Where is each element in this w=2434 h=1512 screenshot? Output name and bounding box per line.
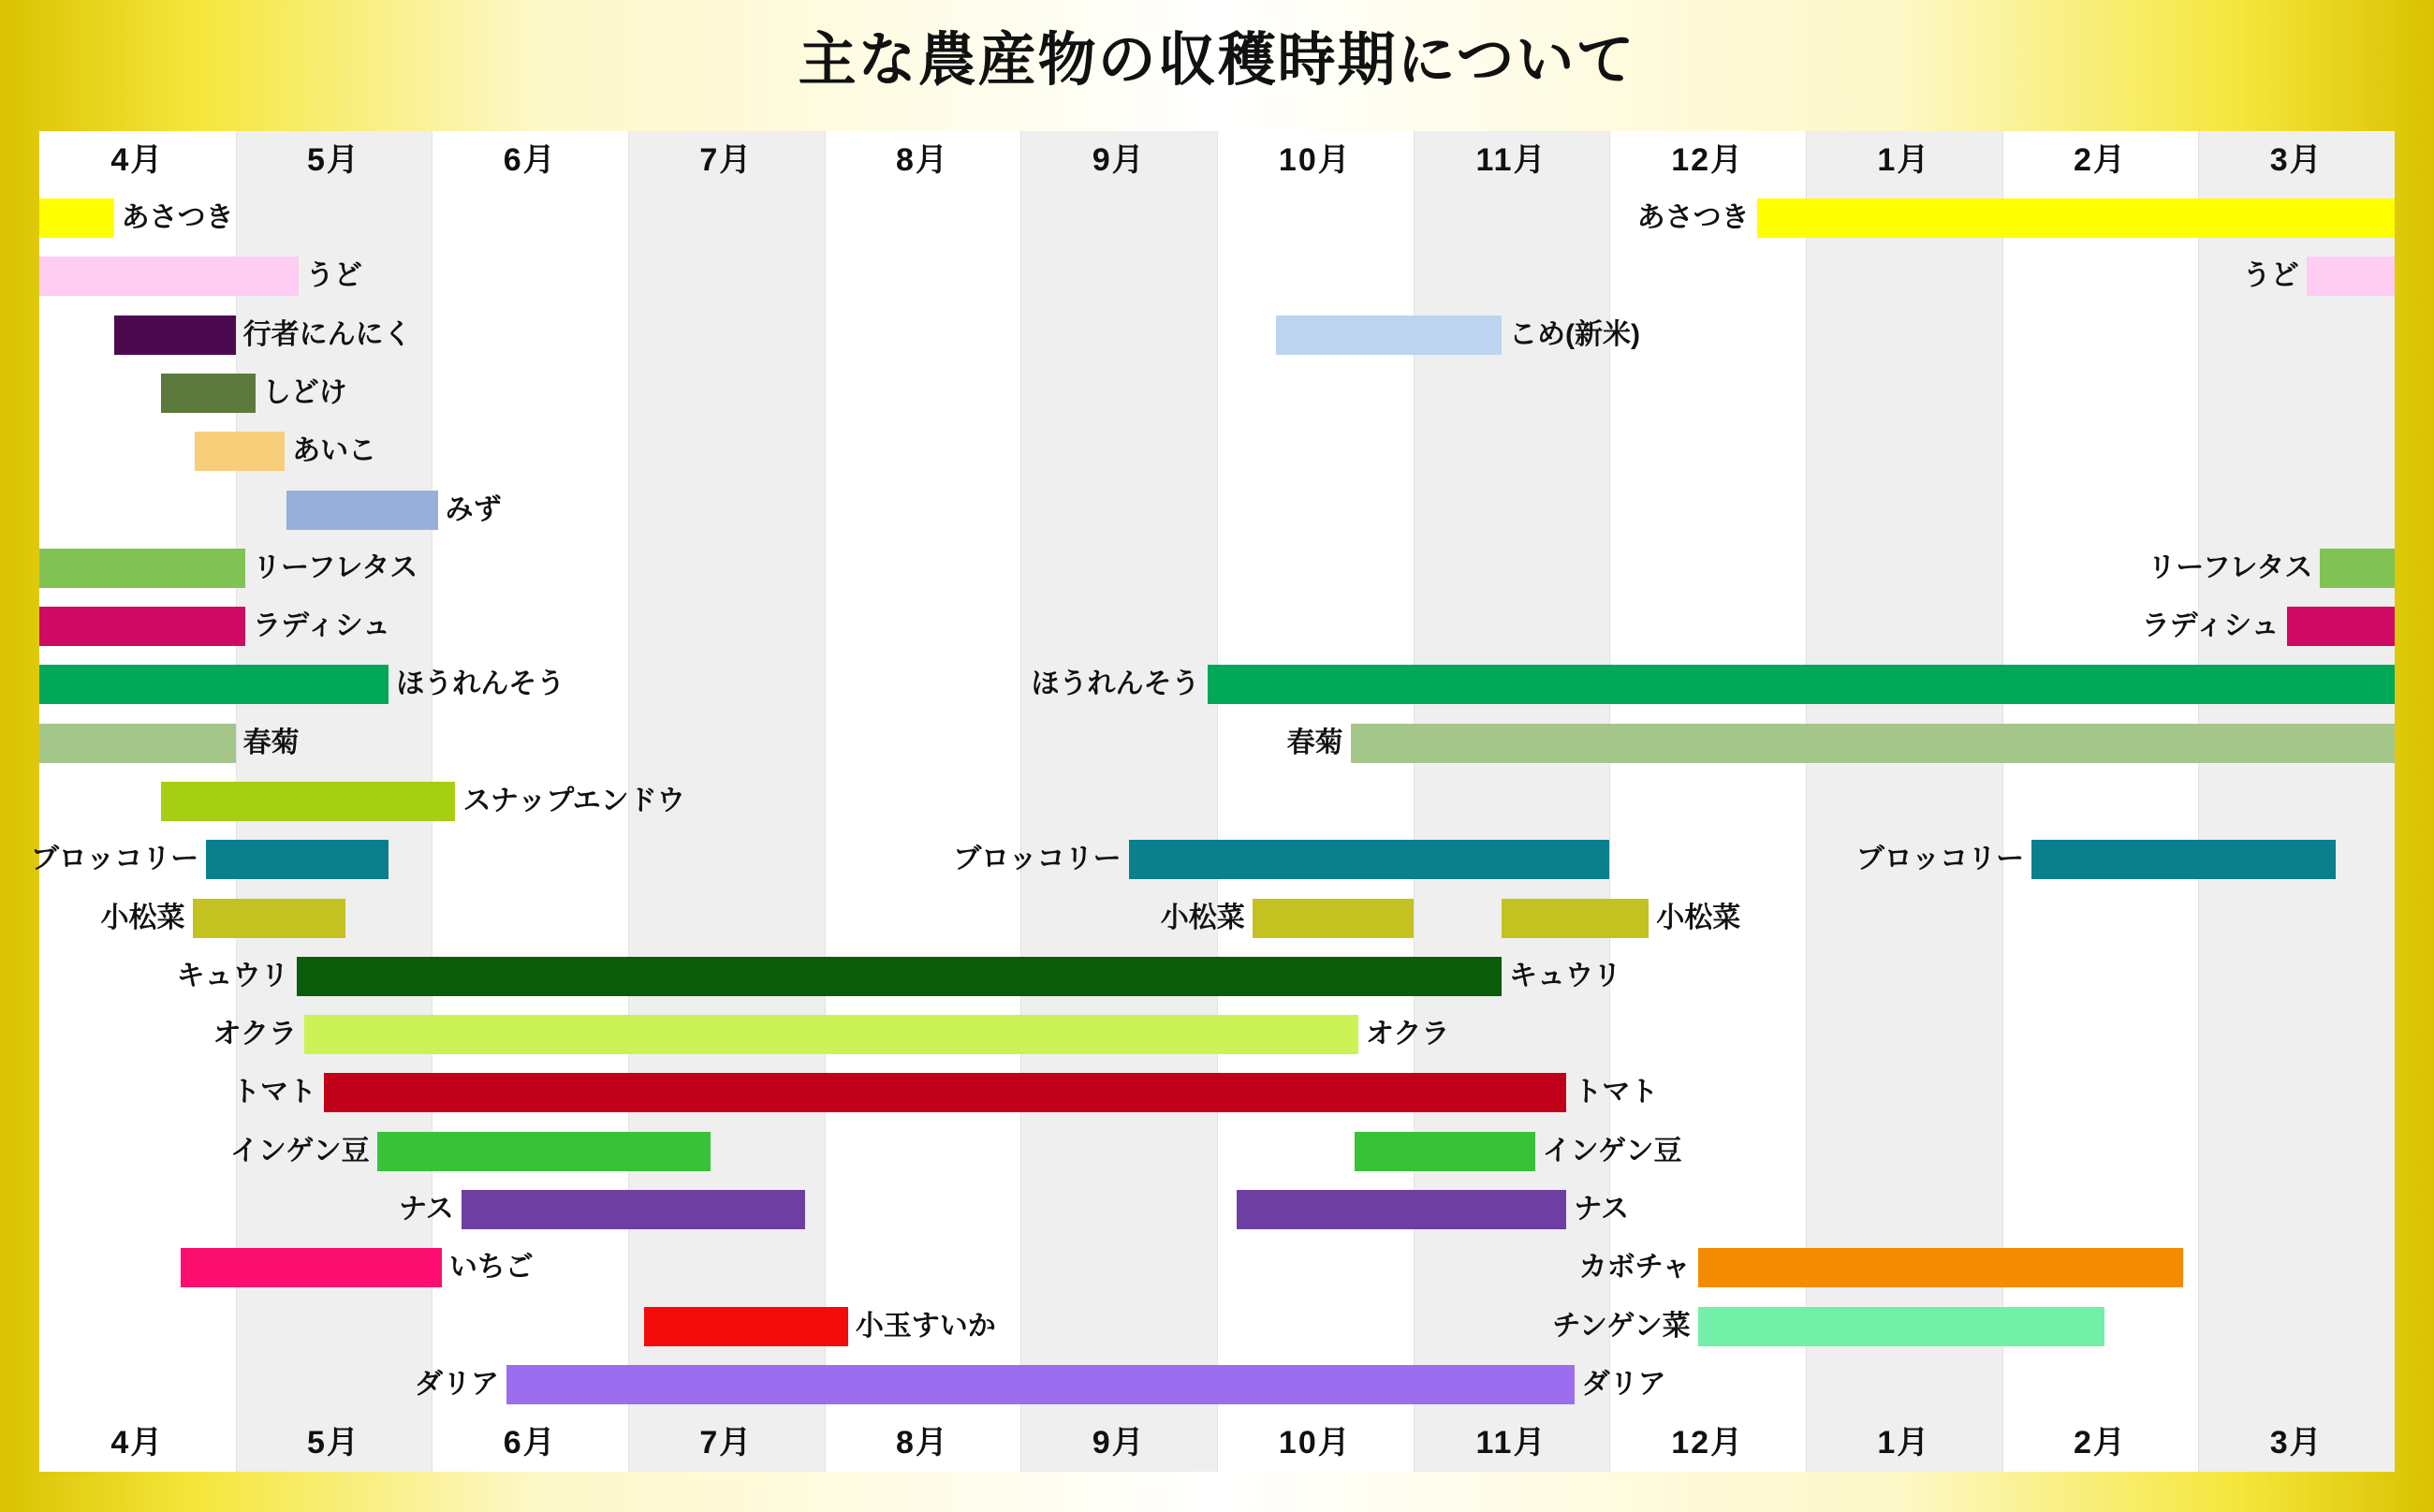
chart-row (39, 655, 2395, 713)
bar-label-小松菜: 小松菜 (1656, 902, 1741, 933)
bar-label-トマト: トマト (1574, 1077, 1659, 1108)
month-label-2: 5月 (307, 1425, 360, 1461)
bar-label-しどけ: しどけ (262, 376, 347, 408)
bar-label-春菊: 春菊 (242, 727, 300, 758)
bar-label-キュウリ: キュウリ (176, 960, 289, 991)
harvest-gantt-chart (30, 131, 2395, 1472)
chart-row (39, 539, 2395, 597)
bar-ブロッコリー (1129, 840, 1610, 879)
month-label-10: 1月 (1877, 1425, 1931, 1461)
bar-カボチャ (1698, 1248, 2183, 1287)
chart-row (39, 364, 2395, 422)
chart-row (39, 1064, 2395, 1122)
month-label-1: 4月 (110, 142, 165, 178)
bar-label-ブロッコリー: ブロッコリー (953, 844, 1122, 875)
bar-label-リーフレタス: リーフレタス (2148, 551, 2313, 583)
month-label-12: 3月 (2269, 142, 2324, 178)
bar-label-ブロッコリー: ブロッコリー (30, 844, 199, 875)
bar-label-春菊: 春菊 (1286, 727, 1343, 758)
chart-row (39, 1006, 2395, 1064)
month-label-9: 12月 (1671, 1425, 1745, 1461)
bar-label-ラディシュ: ラディシュ (2141, 610, 2280, 642)
chart-row (39, 247, 2395, 305)
month-label-10: 1月 (1877, 142, 1931, 178)
bar-いちご (181, 1248, 442, 1287)
bar-label-ほうれんそう: ほうれんそう (1031, 668, 1200, 700)
bar-label-カボチャ: カボチャ (1578, 1252, 1691, 1284)
chart-row (30, 830, 2395, 888)
bar-あさつき (39, 198, 114, 238)
bar-label-小松菜: 小松菜 (100, 902, 185, 933)
bar-label-あさつき: あさつき (121, 202, 234, 234)
bar-あいこ (195, 432, 285, 471)
month-label-4: 7月 (699, 1425, 754, 1461)
chart-row (39, 947, 2395, 1006)
page-title: 主な農産物の収穫時期について (798, 28, 1636, 93)
chart-row (39, 306, 2395, 364)
bar-インゲン豆 (1355, 1132, 1535, 1171)
bar-小松菜 (1253, 899, 1414, 938)
month-label-12: 3月 (2269, 1425, 2324, 1461)
chart-row (39, 888, 2395, 947)
bar-label-インゲン豆: インゲン豆 (229, 1135, 370, 1167)
crop-rows (30, 189, 2395, 1414)
bar-label-トマト: トマト (232, 1077, 317, 1108)
bar-トマト (324, 1073, 1566, 1112)
bar-ラディシュ (39, 607, 245, 646)
bar-label-ダリア: ダリア (415, 1368, 500, 1400)
month-label-4: 7月 (699, 142, 754, 178)
chart-row (39, 1356, 2395, 1414)
chart-row (39, 422, 2395, 480)
bar-label-ダリア: ダリア (1581, 1368, 1666, 1400)
chart-row (39, 480, 2395, 538)
bar-label-チンゲン菜: チンゲン菜 (1552, 1310, 1691, 1342)
month-label-2: 5月 (307, 142, 360, 178)
bar-label-小松菜: 小松菜 (1160, 902, 1245, 933)
bar-リーフレタス (2320, 549, 2395, 588)
chart-row (39, 1123, 2395, 1181)
bar-label-こめ(新米): こめ(新米) (1509, 318, 1640, 350)
bar-label-みず: みず (445, 493, 502, 525)
bar-label-キュウリ: キュウリ (1509, 960, 1622, 991)
bar-うど (39, 257, 299, 296)
bar-label-インゲン豆: インゲン豆 (1542, 1135, 1682, 1167)
bar-インゲン豆 (377, 1132, 711, 1171)
bar-行者にんにく (114, 316, 236, 355)
chart-row (39, 189, 2395, 247)
bar-みず (286, 491, 437, 530)
month-label-7: 10月 (1278, 142, 1352, 178)
bar-スナップエンドウ (161, 782, 456, 821)
bar-春菊 (1351, 724, 2395, 763)
bar-label-ナス: ナス (1574, 1193, 1630, 1225)
bar-しどけ (161, 374, 256, 413)
bar-label-うど: うど (305, 260, 362, 292)
bar-小松菜 (193, 899, 346, 938)
bar-label-オクラ: オクラ (1365, 1019, 1450, 1050)
bar-うど (2307, 257, 2395, 296)
bar-ダリア (506, 1365, 1575, 1404)
month-label-5: 8月 (896, 142, 949, 178)
month-label-6: 9月 (1092, 142, 1146, 178)
bar-label-スナップエンドウ: スナップエンドウ (462, 785, 685, 816)
month-label-7: 10月 (1278, 1425, 1352, 1461)
chart-row (39, 1181, 2395, 1239)
bar-あさつき (1757, 198, 2395, 238)
bar-label-あいこ: あいこ (292, 435, 377, 467)
month-label-3: 6月 (503, 142, 557, 178)
bar-label-行者にんにく: 行者にんにく (242, 318, 412, 350)
month-label-11: 2月 (2074, 1425, 2127, 1461)
chart-row (39, 714, 2395, 772)
bar-小玉すいか (644, 1307, 848, 1346)
bar-小松菜 (1502, 899, 1649, 938)
bar-キュウリ (297, 957, 1502, 996)
chart-row (39, 1239, 2395, 1297)
chart-row (39, 1297, 2395, 1355)
month-label-9: 12月 (1671, 142, 1745, 178)
bar-label-リーフレタス: リーフレタス (253, 551, 418, 583)
month-label-1: 4月 (110, 1425, 165, 1461)
bar-ブロッコリー (2031, 840, 2336, 879)
bar-label-うど: うど (2242, 260, 2299, 292)
chart-row (39, 772, 2395, 830)
month-label-6: 9月 (1092, 1425, 1146, 1461)
month-label-11: 2月 (2074, 142, 2127, 178)
bar-label-ブロッコリー: ブロッコリー (1855, 844, 2025, 875)
bar-label-ほうれんそう: ほうれんそう (396, 668, 565, 700)
month-label-5: 8月 (896, 1425, 949, 1461)
bar-ブロッコリー (206, 840, 389, 879)
bar-label-いちご: いちご (448, 1252, 534, 1284)
bar-ほうれんそう (39, 665, 389, 704)
bar-label-あさつき: あさつき (1636, 202, 1750, 234)
bar-春菊 (39, 724, 236, 763)
bar-オクラ (304, 1015, 1358, 1054)
bar-label-オクラ: オクラ (213, 1019, 298, 1050)
month-label-8: 11月 (1475, 142, 1547, 178)
bar-こめ(新米) (1276, 316, 1502, 355)
chart-row (39, 597, 2395, 655)
bar-label-ラディシュ: ラディシュ (253, 610, 391, 642)
bar-label-ナス: ナス (398, 1193, 454, 1225)
month-label-3: 6月 (503, 1425, 557, 1461)
month-label-8: 11月 (1475, 1425, 1547, 1461)
bar-リーフレタス (39, 549, 245, 588)
bar-ラディシュ (2287, 607, 2395, 646)
bar-label-小玉すいか: 小玉すいか (855, 1310, 996, 1342)
bar-チンゲン菜 (1698, 1307, 2104, 1346)
bar-ナス (462, 1190, 805, 1229)
bar-ほうれんそう (1208, 665, 2395, 704)
bar-ナス (1237, 1190, 1566, 1229)
